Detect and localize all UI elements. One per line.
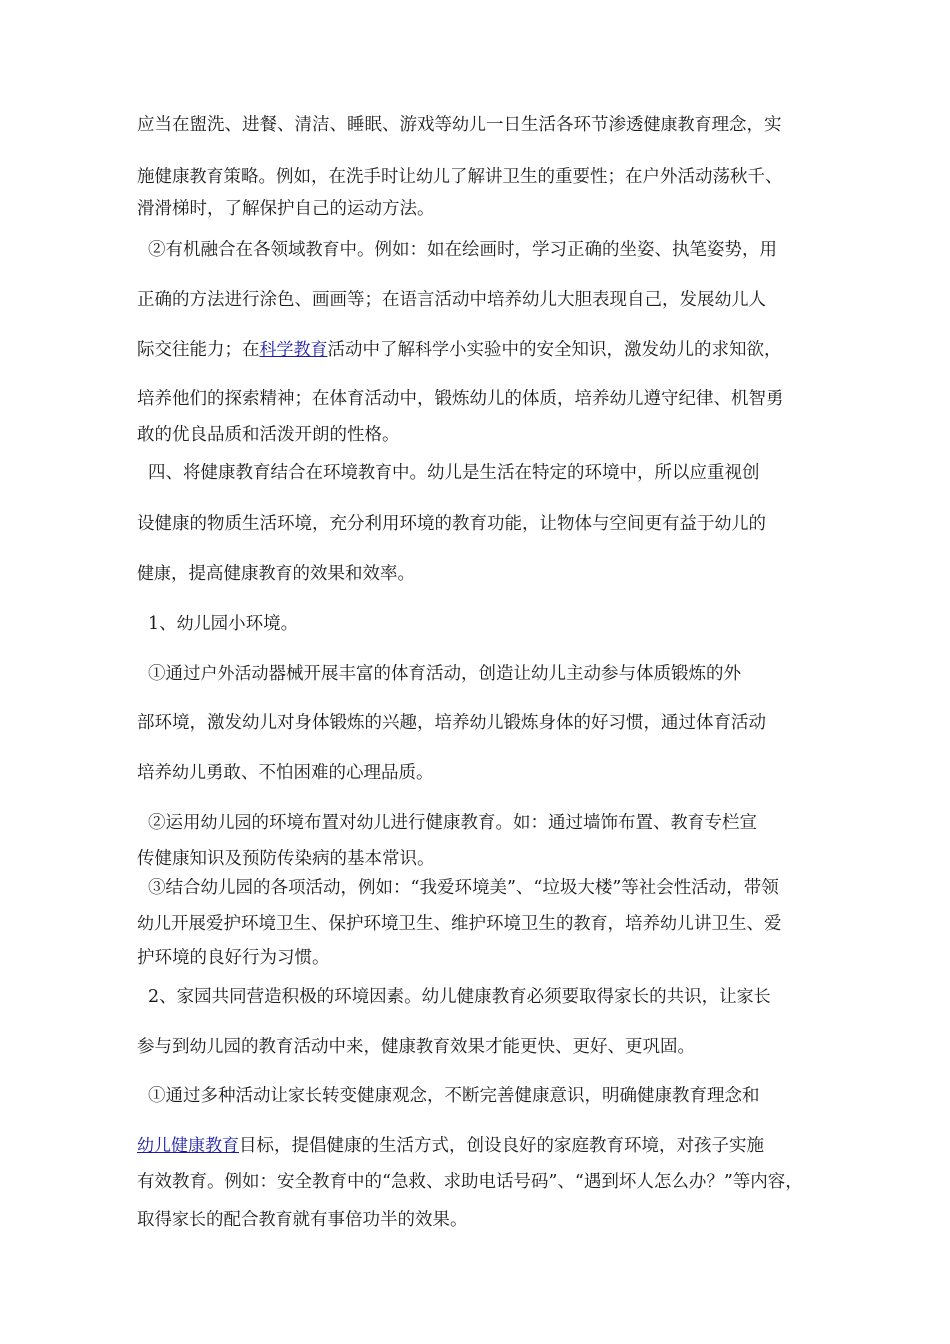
body-text: 开展爱护环境卫生、保护环境卫生、维护环境卫生的 — [171, 914, 574, 934]
keyword-text: 幼儿 — [416, 167, 450, 187]
body-text: 目标，提倡健康的生活方式，创设良好的家庭教育环境，对孩子实施 — [239, 1136, 764, 1156]
text-line — [137, 197, 827, 221]
keyword-text: 教育 — [358, 463, 392, 483]
text-line — [137, 512, 827, 536]
keyword-text: 幼儿 — [176, 614, 211, 634]
keyword-text: 幼儿 — [172, 763, 206, 783]
body-text: 效果才能更快、更好、更巩固。 — [450, 1037, 695, 1057]
body-text: 理念，实 — [711, 115, 782, 135]
body-text: 讲卫生、爱 — [694, 914, 782, 934]
text-line — [148, 612, 828, 636]
text-line — [137, 288, 827, 312]
text-line — [148, 461, 828, 485]
keyword-text: 户外活动 — [200, 664, 269, 684]
body-text: ①通过 — [148, 664, 201, 684]
body-text: 敢的优良品质和活泼开朗的性格。 — [137, 425, 400, 445]
body-text: 2、家园共同营造积极的环境因素。幼儿健康教育必须要取得家长的共识，让 — [148, 987, 737, 1007]
keyword-text: 健康 — [137, 564, 171, 584]
text-line — [137, 912, 827, 936]
body-text: 的配合 — [206, 1210, 259, 1230]
body-text: 锻炼身体的好习惯，通过体育活动 — [503, 713, 766, 733]
keyword-text: 教育 — [670, 813, 705, 833]
keyword-text: 教育 — [416, 1037, 450, 1057]
body-text: ①通过多种活动让 — [148, 1086, 288, 1106]
text-line — [137, 562, 827, 586]
keyword-text: 科学 — [415, 340, 449, 360]
body-text: 遵守纪律、机智勇 — [643, 389, 784, 409]
text-line — [137, 1170, 827, 1194]
body-text: 有效教育。例如：安全教育中的“急救、求助电话号码”、“遇到坏人怎么办？”等内容， — [137, 1172, 803, 1192]
text-line — [137, 165, 827, 189]
body-text: 小实验中的安全知识，激发幼儿的求知欲， — [449, 340, 782, 360]
text-line — [137, 847, 827, 871]
text-line — [148, 662, 828, 686]
text-line — [148, 1084, 828, 1108]
body-text: ，提高健康 — [171, 564, 259, 584]
body-text: 取得 — [137, 1210, 172, 1230]
body-text: 际交往能力；在 — [137, 340, 260, 360]
body-text: 中。幼儿是生活在特定的环境中，所以应重视创 — [392, 463, 760, 483]
body-text: 传健康知识及预防传染病的基本常识。 — [137, 849, 435, 869]
keyword-text: 幼儿 — [660, 914, 694, 934]
body-text: 了解讲卫生的重要性；在户外活动荡秋千、 — [450, 167, 783, 187]
keyword-text: 教育 — [189, 167, 224, 187]
keyword-text: 幼儿 — [609, 389, 644, 409]
body-text: 器械开展丰富的体育活动，创造让幼儿主动参与体质锻炼的外 — [268, 664, 741, 684]
keyword-text: 幼儿 — [137, 914, 171, 934]
text-line — [137, 761, 827, 785]
keyword-text: 教育 — [573, 914, 608, 934]
body-text: 中。例如：如在绘画时，学习正确的坐姿、执笔姿势，用 — [339, 240, 777, 260]
keyword-text: 家长 — [172, 1210, 206, 1230]
text-line — [137, 1134, 827, 1158]
text-line — [137, 1035, 827, 1059]
body-text: 1、 — [148, 614, 177, 634]
text-line — [137, 423, 827, 447]
text-line — [148, 985, 828, 1009]
text-line — [137, 113, 827, 137]
text-line — [137, 338, 827, 362]
body-text: 滑滑梯时，了解保护自己的运动方法。 — [137, 199, 435, 219]
body-text: 园小环境。 — [210, 614, 299, 634]
body-text: 一日生活各环节渗透 — [486, 115, 644, 135]
keyword-text: 幼儿 — [714, 514, 749, 534]
body-text: 护环境的良好行为习惯。 — [137, 948, 330, 968]
text-line — [137, 711, 827, 735]
body-text: ，培养 — [607, 914, 660, 934]
keyword-text: 幼儿 — [356, 813, 391, 833]
body-text: 活动中了解 — [327, 340, 415, 360]
keyword-text: 教育 — [258, 1210, 293, 1230]
body-text: 参与到 — [137, 1037, 190, 1057]
hyperlink[interactable]: 幼儿健康教育 — [137, 1136, 239, 1156]
body-text: 施健康 — [137, 167, 190, 187]
body-text: 勇敢、不怕困难的心理品质。 — [206, 763, 434, 783]
keyword-text: 幼儿 — [452, 115, 486, 135]
body-text: ②运用 — [148, 813, 201, 833]
text-line — [137, 1208, 827, 1232]
body-text: ③结合幼儿园的各项活动，例如：“我爱环境美”、“垃圾大楼”等社会性活动，带领 — [148, 878, 779, 898]
keyword-text: 家长 — [288, 1086, 322, 1106]
body-text: 策略。例如，在洗手时让 — [223, 167, 416, 187]
keyword-text: 家长 — [736, 987, 771, 1007]
keyword-text: 教育 — [305, 240, 340, 260]
body-text: 应当在盥洗、进餐、清洁、睡眠、游戏等 — [137, 115, 452, 135]
text-line — [137, 946, 827, 970]
body-text: 园的教育活动中来，健康 — [223, 1037, 416, 1057]
body-text: 培养 — [137, 763, 172, 783]
keyword-text: 教育 — [258, 564, 293, 584]
body-text: 专栏宣 — [704, 813, 757, 833]
body-text: 正确的方法进行涂色、画画等；在语言活动中培养幼儿大胆表现自己，发展 — [137, 290, 715, 310]
body-text: 人 — [748, 290, 766, 310]
keyword-text: 幼儿 — [469, 713, 504, 733]
keyword-text: 幼儿园 — [200, 813, 252, 833]
keyword-text: 健康教育 — [643, 115, 712, 135]
body-text: 培养他们的探索精神；在体育活动中，锻炼幼儿的体质，培养 — [137, 389, 610, 409]
body-text: 的效果和效率。 — [292, 564, 415, 584]
text-line — [148, 238, 828, 262]
body-text: 设健康的物质生活环境，充分利用环境的教育功能，让物体与空间更有益于 — [137, 514, 715, 534]
body-text: 四、将健康教育结合在环境 — [148, 463, 358, 483]
body-text: 就有事倍功半的效果。 — [292, 1210, 468, 1230]
text-line — [148, 811, 828, 835]
body-text: 的 — [748, 514, 766, 534]
keyword-text: 幼儿 — [189, 1037, 224, 1057]
text-line — [137, 387, 827, 411]
text-line — [148, 876, 828, 900]
body-text: ②有机融合在各领域 — [148, 240, 306, 260]
body-text: 的环境布置对 — [251, 813, 357, 833]
body-text: 部环境，激发幼儿对身体锻炼的兴趣，培养 — [137, 713, 470, 733]
hyperlink[interactable]: 科学教育 — [259, 340, 328, 360]
keyword-text: 幼儿 — [714, 290, 749, 310]
body-text: 进行健康教育。如：通过墙饰布置、 — [390, 813, 671, 833]
body-text: 转变健康观念，不断完善健康意识，明确健康教育理念和 — [322, 1086, 760, 1106]
